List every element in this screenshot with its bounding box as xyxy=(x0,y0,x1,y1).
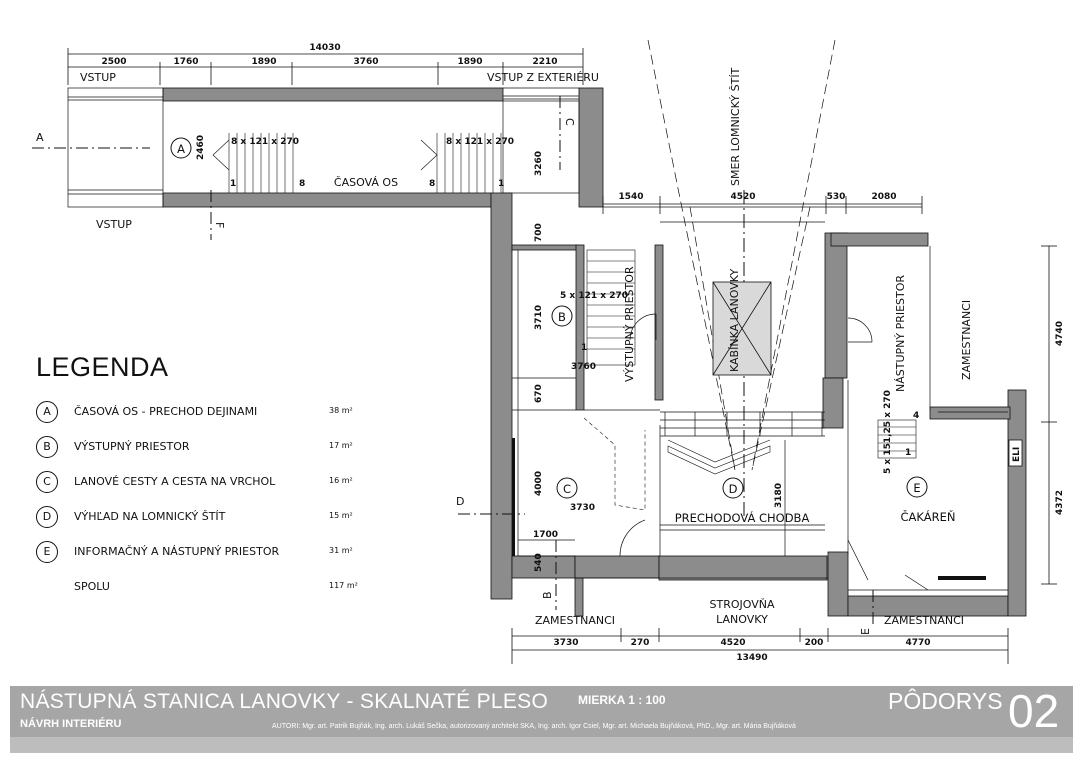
dim-3180: 3180 xyxy=(774,482,784,508)
legend-item xyxy=(36,401,376,436)
section-f-label: F xyxy=(213,222,226,229)
dim-4372: 4372 xyxy=(1055,489,1065,515)
dim-1700: 1700 xyxy=(533,530,559,540)
dim-mid-1: 1540 xyxy=(618,192,644,202)
dim-670: 670 xyxy=(534,384,544,403)
room-c-furniture xyxy=(584,418,645,510)
room-c-wall-panel xyxy=(512,438,515,556)
elevator-label: ELI xyxy=(1012,446,1022,462)
legend-item-label: ČASOVÁ OS - PRECHOD DEJINAMI xyxy=(74,405,258,418)
room-d-label: PRECHODOVÁ CHODBA xyxy=(674,511,810,525)
section-b-label: B xyxy=(541,591,554,599)
dim-2460: 2460 xyxy=(196,134,206,160)
door-c xyxy=(620,520,645,556)
room-marker-c: C xyxy=(562,482,572,496)
legend-total xyxy=(36,576,376,611)
legend-total-label: SPOLU xyxy=(74,580,110,593)
dim-540: 540 xyxy=(534,553,544,572)
stair-number-1a: 1 xyxy=(230,179,237,189)
legend-item xyxy=(36,471,376,506)
section-c-label: C xyxy=(563,118,576,126)
stair-number-4: 4 xyxy=(913,411,920,421)
dim-bottom-total: 13490 xyxy=(736,653,768,663)
dim-3730-c: 3730 xyxy=(570,503,596,513)
cabin-label: KABÍNKA LANOVKY xyxy=(728,268,741,372)
dim-bottom-5: 4770 xyxy=(905,638,931,648)
dim-bottom-4: 200 xyxy=(804,638,824,648)
legend-total-area: 117 m² xyxy=(329,581,358,590)
door-e-lower xyxy=(848,540,928,590)
title-block xyxy=(10,686,1073,737)
authors-line: AUTORI: Mgr. art. Patrik Bujňák, Ing. arch. Lukáš Sečka, autorizovaný architekt SKA, Ing. arch. Igor Csiel, Mgr. art. Michaela Bujňáková, PhD., Mgr. art. Mária Bujňáková xyxy=(272,723,796,730)
project-subtitle: NÁVRH INTERIÉRU xyxy=(20,718,122,730)
legend-item-area: 38 m² xyxy=(329,406,353,415)
room-marker-b: B xyxy=(558,310,566,324)
cabin xyxy=(713,282,771,375)
entrance-label-bottom: VSTUP xyxy=(96,218,132,231)
stairs-b-label: 5 x 121 x 270 xyxy=(560,291,628,301)
drawing-number: 02 xyxy=(1008,685,1060,737)
legend-item-area: 16 m² xyxy=(329,476,353,485)
room-e-upper-label: NÁSTUPNÝ PRIESTOR xyxy=(894,274,907,392)
dim-top-5: 1890 xyxy=(457,57,483,67)
dim-total-top: 14030 xyxy=(309,43,341,53)
room-marker-e: E xyxy=(913,481,921,495)
stairs-a2-label: 8 x 121 x 270 xyxy=(446,137,514,147)
scale-label: MIERKA 1 : 100 xyxy=(578,693,666,707)
legend-item-label: INFORMAČNÝ A NÁSTUPNÝ PRIESTOR xyxy=(74,545,280,558)
axis-label: SMER LOMNICKÝ ŠTÍT xyxy=(729,67,742,186)
legend-item-label: VÝSTUPNÝ PRIESTOR xyxy=(74,440,190,453)
dim-4000: 4000 xyxy=(534,470,544,496)
stair-number-8b: 8 xyxy=(429,179,436,189)
stairs-a1-label: 8 x 121 x 270 xyxy=(231,137,299,147)
main-walls xyxy=(491,193,1026,616)
legend-item xyxy=(36,436,376,471)
legend-key-circle: C xyxy=(36,471,58,493)
room-b-label: VÝSTUPNÝ PRIESTOR xyxy=(623,266,636,382)
legend-item xyxy=(36,506,376,541)
dim-mid-2: 4520 xyxy=(730,192,756,202)
project-title: NÁSTUPNÁ STANICA LANOVKY - SKALNATÉ PLESO xyxy=(20,690,549,713)
stairs-e-label: 5 x 151,25 x 270 xyxy=(883,390,893,474)
legend-key-circle: E xyxy=(36,541,58,563)
title-block-footer-band xyxy=(10,737,1073,753)
dim-top-3: 1890 xyxy=(251,57,277,67)
staff-bottom-right-label: ZAMESTNANCI xyxy=(883,614,965,627)
legend-key-circle: B xyxy=(36,436,58,458)
entrance-label-top: VSTUP xyxy=(80,71,116,84)
machine-room-label-1: STROJOVŇA xyxy=(709,598,775,611)
dim-4740: 4740 xyxy=(1055,320,1065,346)
stair-number-1e: 1 xyxy=(905,448,912,458)
dim-top-4: 3760 xyxy=(353,57,379,67)
machine-room-label-2: LANOVKY xyxy=(716,613,768,626)
staff-right-label: ZAMESTNANCI xyxy=(960,299,973,380)
drawing-type: PÔDORYS xyxy=(888,688,1003,714)
legend-item-area: 15 m² xyxy=(329,511,353,520)
room-marker-d: D xyxy=(728,482,738,496)
section-e-label: E xyxy=(859,628,872,635)
dim-top-2: 1760 xyxy=(173,57,199,67)
legend-key-circle: D xyxy=(36,506,58,528)
dim-700: 700 xyxy=(534,223,544,242)
room-e-label: ČAKÁREŇ xyxy=(900,510,956,524)
legend-title: LEGENDA xyxy=(36,352,169,382)
legend-item-area: 17 m² xyxy=(329,441,353,450)
legend-item-label: VÝHĽAD NA LOMNICKÝ ŠTÍT xyxy=(74,510,226,523)
room-marker-a: A xyxy=(177,142,185,156)
legend-key-circle: A xyxy=(36,401,58,423)
legend-item xyxy=(36,541,376,576)
door-e-upper xyxy=(848,318,872,342)
bench xyxy=(938,576,986,580)
legend xyxy=(36,352,376,611)
stair-number-1b: 1 xyxy=(498,179,505,189)
dim-top-6: 2210 xyxy=(532,57,558,67)
section-d-label: D xyxy=(456,495,465,508)
dim-top-1: 2500 xyxy=(101,57,127,67)
plan-thin-lines xyxy=(512,207,1008,590)
entrance-exterior-label: VSTUP Z EXTERIÉRU xyxy=(487,71,599,84)
dim-3710: 3710 xyxy=(534,304,544,330)
dim-bottom-2: 270 xyxy=(630,638,650,648)
dim-bottom-1: 3730 xyxy=(553,638,579,648)
legend-item-label: LANOVÉ CESTY A CESTA NA VRCHOL xyxy=(74,475,276,488)
right-dimension-chain xyxy=(1041,246,1057,584)
corridor-label: ČASOVÁ OS xyxy=(333,176,399,189)
section-a-label: A xyxy=(36,131,44,144)
legend-item-area: 31 m² xyxy=(329,546,353,555)
staff-bottom-left-label: ZAMESTNANCI xyxy=(534,614,616,627)
dim-bottom-3: 4520 xyxy=(720,638,746,648)
stair-number-8a: 8 xyxy=(299,179,306,189)
dim-3760-b: 3760 xyxy=(571,362,597,372)
dim-3260: 3260 xyxy=(534,150,544,176)
stair-number-1c: 1 xyxy=(581,343,588,353)
dim-mid-4: 2080 xyxy=(871,192,897,202)
dim-mid-3: 530 xyxy=(826,192,846,202)
